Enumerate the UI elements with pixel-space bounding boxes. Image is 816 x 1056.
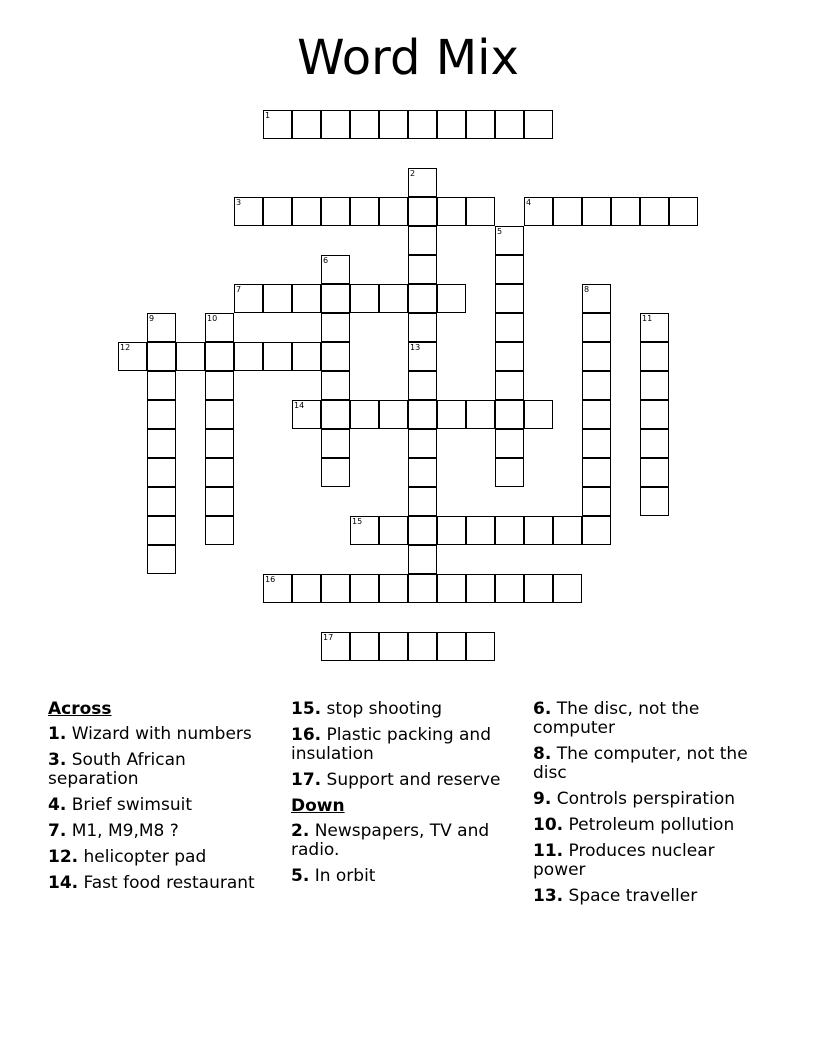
clue-down-9	[533, 790, 759, 809]
grid-cell[interactable]	[292, 197, 321, 226]
grid-cell[interactable]	[321, 197, 350, 226]
grid-cell[interactable]	[350, 516, 379, 545]
grid-cell[interactable]	[379, 284, 408, 313]
grid-cell[interactable]	[408, 255, 437, 284]
clue-text: Space traveller	[563, 886, 698, 906]
grid-cell[interactable]	[466, 516, 495, 545]
clue-number: 14.	[48, 873, 79, 893]
clue-down-11	[533, 842, 759, 880]
grid-cell[interactable]	[350, 197, 379, 226]
clue-number: 10.	[533, 815, 564, 835]
grid-cell[interactable]	[408, 429, 437, 458]
grid-cell[interactable]	[524, 516, 553, 545]
clue-across-14	[48, 874, 274, 893]
grid-cell[interactable]	[205, 458, 234, 487]
clue-text: Controls perspiration	[551, 789, 735, 809]
clue-across-16	[291, 726, 517, 764]
grid-cell[interactable]	[292, 400, 321, 429]
grid-cell[interactable]	[263, 197, 292, 226]
cell-number: 5	[497, 227, 503, 236]
grid-cell[interactable]	[524, 110, 553, 139]
grid-cell[interactable]	[437, 516, 466, 545]
clues-column-2	[291, 700, 517, 893]
clue-text: Support and reserve	[321, 770, 501, 790]
clue-number: 1.	[48, 724, 67, 744]
grid-cell[interactable]	[495, 574, 524, 603]
grid-cell[interactable]	[408, 197, 437, 226]
grid-cell[interactable]	[524, 197, 553, 226]
clue-down-2	[291, 822, 517, 860]
grid-cell[interactable]	[408, 516, 437, 545]
clue-number: 15.	[291, 699, 322, 719]
grid-cell[interactable]	[292, 574, 321, 603]
clues-column-3	[533, 700, 759, 913]
grid-cell[interactable]	[292, 110, 321, 139]
cell-number: 10	[207, 314, 218, 323]
grid-cell[interactable]	[321, 284, 350, 313]
grid-cell[interactable]	[321, 342, 350, 371]
grid-cell[interactable]	[408, 545, 437, 574]
grid-cell[interactable]	[321, 574, 350, 603]
cell-number: 11	[642, 314, 653, 323]
grid-cell[interactable]	[147, 458, 176, 487]
clue-number: 13.	[533, 886, 564, 906]
grid-cell[interactable]	[234, 197, 263, 226]
clue-across-3	[48, 751, 274, 789]
clue-text: Newspapers, TV and radio.	[291, 821, 490, 860]
clue-number: 9.	[533, 789, 552, 809]
grid-cell[interactable]	[292, 284, 321, 313]
puzzle-title: Word Mix	[297, 30, 519, 86]
clue-down-10	[533, 816, 759, 835]
clue-text: The computer, not the disc	[533, 744, 748, 783]
grid-cell[interactable]	[321, 400, 350, 429]
cell-number: 9	[149, 314, 155, 323]
grid-cell[interactable]	[640, 429, 669, 458]
cell-number: 2	[410, 169, 416, 178]
clue-text: Petroleum pollution	[563, 815, 735, 835]
clue-text: Produces nuclear power	[533, 841, 715, 880]
grid-cell[interactable]	[437, 197, 466, 226]
grid-cell[interactable]	[582, 313, 611, 342]
clue-number: 4.	[48, 795, 67, 815]
grid-cell[interactable]	[495, 342, 524, 371]
grid-cell[interactable]	[524, 400, 553, 429]
clue-number: 8.	[533, 744, 552, 764]
grid-cell[interactable]	[437, 400, 466, 429]
clue-text: The disc, not the computer	[533, 699, 700, 738]
clues-column-1	[48, 700, 274, 900]
grid-cell[interactable]	[437, 632, 466, 661]
grid-cell[interactable]	[408, 632, 437, 661]
cell-number: 4	[526, 198, 532, 207]
grid-cell[interactable]	[408, 487, 437, 516]
across-header: Across	[48, 699, 112, 719]
down-header: Down	[291, 796, 345, 816]
grid-cell[interactable]	[495, 110, 524, 139]
cell-number: 8	[584, 285, 590, 294]
grid-cell[interactable]	[466, 197, 495, 226]
grid-cell[interactable]	[379, 632, 408, 661]
clue-text: M1, M9,M8 ?	[66, 821, 179, 841]
grid-cell[interactable]	[495, 313, 524, 342]
grid-cell[interactable]	[495, 458, 524, 487]
grid-cell[interactable]	[495, 371, 524, 400]
clue-down-5	[291, 867, 517, 886]
cell-number: 6	[323, 256, 329, 265]
grid-cell[interactable]	[379, 516, 408, 545]
clue-text: Brief swimsuit	[66, 795, 192, 815]
clue-number: 11.	[533, 841, 564, 861]
clue-down-8	[533, 745, 759, 783]
clue-text: In orbit	[309, 866, 376, 886]
cell-number: 7	[236, 285, 242, 294]
grid-cell[interactable]	[408, 342, 437, 371]
clue-across-15	[291, 700, 517, 719]
clue-text: Fast food restaurant	[78, 873, 255, 893]
grid-cell[interactable]	[205, 429, 234, 458]
clue-number: 7.	[48, 821, 67, 841]
clue-across-1	[48, 725, 274, 744]
grid-cell[interactable]	[640, 371, 669, 400]
grid-cell[interactable]	[408, 284, 437, 313]
grid-cell[interactable]	[408, 458, 437, 487]
grid-cell[interactable]	[582, 400, 611, 429]
grid-cell[interactable]	[350, 110, 379, 139]
grid-cell[interactable]	[408, 313, 437, 342]
grid-cell[interactable]	[495, 284, 524, 313]
grid-cell[interactable]	[234, 284, 263, 313]
grid-cell[interactable]	[205, 516, 234, 545]
grid-cell[interactable]	[321, 255, 350, 284]
grid-cell[interactable]	[147, 545, 176, 574]
grid-cell[interactable]	[640, 342, 669, 371]
grid-cell[interactable]	[147, 313, 176, 342]
cell-number: 12	[120, 343, 131, 352]
grid-cell[interactable]	[321, 371, 350, 400]
grid-cell[interactable]	[292, 342, 321, 371]
cell-number: 16	[265, 575, 276, 584]
clue-down-13	[533, 887, 759, 906]
grid-cell[interactable]	[350, 574, 379, 603]
grid-cell[interactable]	[582, 487, 611, 516]
grid-cell[interactable]	[379, 197, 408, 226]
grid-cell[interactable]	[321, 110, 350, 139]
clue-across-12	[48, 848, 274, 867]
grid-cell[interactable]	[582, 197, 611, 226]
grid-cell[interactable]	[582, 516, 611, 545]
grid-cell[interactable]	[408, 400, 437, 429]
clue-number: 2.	[291, 821, 310, 841]
grid-cell[interactable]	[147, 371, 176, 400]
grid-cell[interactable]	[350, 632, 379, 661]
grid-cell[interactable]	[408, 168, 437, 197]
clue-text: helicopter pad	[78, 847, 207, 867]
grid-cell[interactable]	[437, 574, 466, 603]
grid-cell[interactable]	[582, 371, 611, 400]
grid-cell[interactable]	[553, 516, 582, 545]
clue-number: 3.	[48, 750, 67, 770]
grid-cell[interactable]	[640, 458, 669, 487]
grid-cell[interactable]	[553, 574, 582, 603]
grid-cell[interactable]	[321, 632, 350, 661]
grid-cell[interactable]	[640, 487, 669, 516]
clue-text: Wizard with numbers	[66, 724, 252, 744]
grid-cell[interactable]	[495, 400, 524, 429]
grid-cell[interactable]	[263, 574, 292, 603]
grid-cell[interactable]	[176, 342, 205, 371]
grid-cell[interactable]	[263, 342, 292, 371]
grid-cell[interactable]	[495, 226, 524, 255]
grid-cell[interactable]	[466, 632, 495, 661]
grid-cell[interactable]	[466, 400, 495, 429]
cell-number: 15	[352, 517, 363, 526]
grid-cell[interactable]	[408, 574, 437, 603]
grid-cell[interactable]	[350, 284, 379, 313]
grid-cell[interactable]	[408, 226, 437, 255]
grid-cell[interactable]	[582, 429, 611, 458]
grid-cell[interactable]	[379, 110, 408, 139]
clue-text: South African separation	[48, 750, 186, 789]
grid-cell[interactable]	[437, 110, 466, 139]
grid-cell[interactable]	[582, 342, 611, 371]
grid-cell[interactable]	[495, 429, 524, 458]
clue-across-17	[291, 771, 517, 790]
grid-cell[interactable]	[408, 371, 437, 400]
clue-number: 5.	[291, 866, 310, 886]
grid-cell[interactable]	[147, 429, 176, 458]
grid-cell[interactable]	[495, 516, 524, 545]
grid-cell[interactable]	[147, 487, 176, 516]
grid-cell[interactable]	[437, 284, 466, 313]
grid-cell[interactable]	[205, 371, 234, 400]
grid-cell[interactable]	[524, 574, 553, 603]
clue-number: 12.	[48, 847, 79, 867]
grid-cell[interactable]	[263, 110, 292, 139]
grid-cell[interactable]	[321, 429, 350, 458]
grid-cell[interactable]	[321, 458, 350, 487]
clue-down-6	[533, 700, 759, 738]
cell-number: 1	[265, 111, 271, 120]
grid-cell[interactable]	[495, 255, 524, 284]
grid-cell[interactable]	[350, 400, 379, 429]
clue-across-7	[48, 822, 274, 841]
grid-cell[interactable]	[321, 313, 350, 342]
cell-number: 13	[410, 343, 421, 352]
grid-cell[interactable]	[147, 342, 176, 371]
grid-cell[interactable]	[234, 342, 263, 371]
grid-cell[interactable]	[640, 400, 669, 429]
clue-text: Plastic packing and insulation	[291, 725, 491, 764]
grid-cell[interactable]	[466, 110, 495, 139]
grid-cell[interactable]	[553, 197, 582, 226]
grid-cell[interactable]	[640, 313, 669, 342]
grid-cell[interactable]	[379, 400, 408, 429]
grid-cell[interactable]	[582, 284, 611, 313]
cell-number: 14	[294, 401, 305, 410]
grid-cell[interactable]	[205, 487, 234, 516]
grid-cell[interactable]	[669, 197, 698, 226]
grid-cell[interactable]	[640, 197, 669, 226]
grid-cell[interactable]	[408, 110, 437, 139]
grid-cell[interactable]	[611, 197, 640, 226]
grid-cell[interactable]	[466, 574, 495, 603]
cell-number: 17	[323, 633, 334, 642]
grid-cell[interactable]	[263, 284, 292, 313]
clue-across-4	[48, 796, 274, 815]
grid-cell[interactable]	[147, 516, 176, 545]
grid-cell[interactable]	[582, 458, 611, 487]
clue-number: 17.	[291, 770, 322, 790]
grid-cell[interactable]	[205, 342, 234, 371]
cell-number: 3	[236, 198, 242, 207]
grid-cell[interactable]	[205, 400, 234, 429]
grid-cell[interactable]	[118, 342, 147, 371]
grid-cell[interactable]	[147, 400, 176, 429]
clue-text: stop shooting	[321, 699, 443, 719]
grid-cell[interactable]	[205, 313, 234, 342]
clue-number: 16.	[291, 725, 322, 745]
clue-number: 6.	[533, 699, 552, 719]
grid-cell[interactable]	[379, 574, 408, 603]
